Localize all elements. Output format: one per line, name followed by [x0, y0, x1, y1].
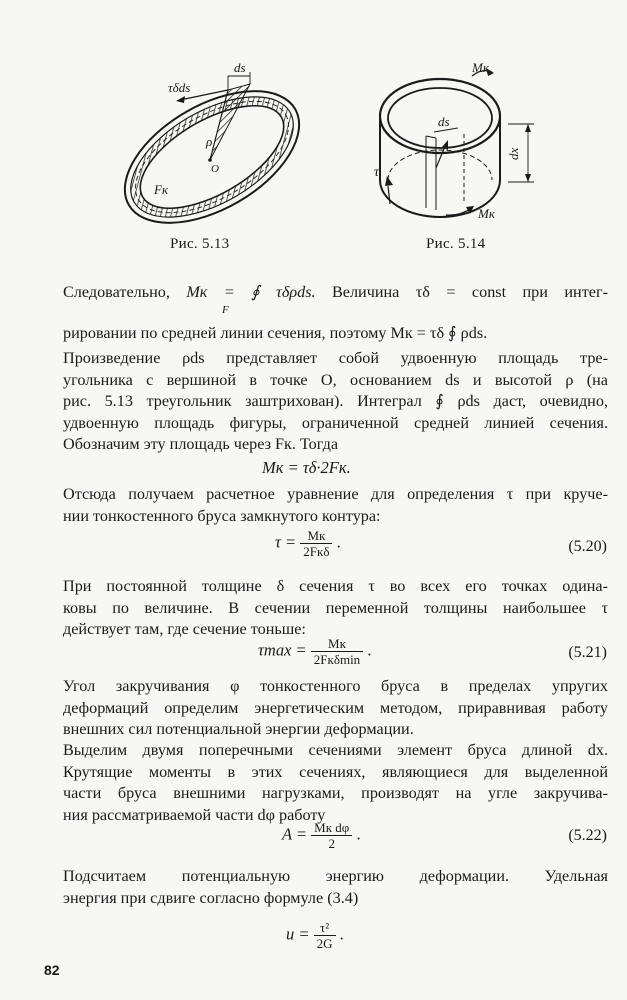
text-line: Крутящие моменты в этих сечениях, являющиеся для выделенной: [63, 762, 608, 781]
text-line: Произведение ρds представляет собой удвоенную площадь тре-: [63, 349, 608, 367]
text-line: угольника с вершиной в точке O, основанием ds и высотой ρ (на: [63, 370, 608, 389]
equation-5-20: τ = $\frac{Mк}{\text{2Fкδ}}$ .: [275, 528, 341, 559]
label-rho: ρ: [206, 134, 213, 149]
equation-5-21: τmax = $\frac{Mк}{\text{2Fкδmin}}$ .: [258, 636, 372, 667]
text-line: ковы по величине. В сечении переменной толщины наибольшее τ: [63, 598, 608, 617]
paragraph-4: [63, 576, 608, 641]
label-mk-top: Mк: [472, 60, 489, 75]
text-line: деформаций определим энергетическим методом, приравнивая работу: [63, 698, 608, 717]
page-number: 82: [44, 962, 60, 978]
integral-subscript-f: F: [222, 304, 229, 316]
text-line: Отсюда получаем расчетное уравнение для определения τ при круче-: [63, 485, 608, 503]
text-line: нии тонкостенного бруса замкнутого контура:: [63, 506, 381, 525]
label-ds: ds: [438, 114, 450, 129]
label-tau-delta-ds: τδds: [168, 80, 191, 95]
text-line: части бруса внешними нагрузками, производят на угле закручива-: [63, 784, 608, 803]
label-o: O: [211, 163, 219, 175]
caption-5-13: Рис. 5.13: [170, 236, 230, 252]
text-line: Угол закручивания φ тонкостенного бруса в пределах упругих: [63, 677, 608, 695]
text-line: Следовательно, Mк = ∮ τδρds. Величина τδ = const при интег-: [63, 283, 608, 301]
text-line: внешних сил потенциальной энергии деформации.: [63, 720, 414, 739]
label-mk-bottom: Mк: [478, 206, 495, 221]
equation-mk: Mк = τδ·2Fк.: [262, 458, 351, 477]
text-line: Обозначим эту площадь через Fк. Тогда: [63, 435, 339, 454]
paragraph-3: [63, 484, 608, 527]
paragraph-1-cont: [63, 323, 608, 345]
equation-number-5-22: (5.22): [568, 827, 607, 844]
text-line: При постоянной толщине δ сечения τ во всех его точках одина-: [63, 577, 608, 595]
paragraph-7: [63, 866, 608, 909]
equation-number-5-20: (5.20): [568, 538, 607, 555]
figure-5-14: [368, 58, 548, 233]
paragraph-5: [63, 676, 608, 741]
equation-5-22: A = $\frac{\text{Mк dφ}}{2}$ .: [282, 820, 361, 851]
figure-5-13: [110, 62, 315, 232]
label-ds: ds: [234, 62, 246, 75]
label-fk: Fк: [154, 182, 169, 197]
paragraph-1: [63, 282, 608, 304]
text-line: ния рассматриваемой части dφ работу: [63, 805, 326, 824]
text-line: Выделим двумя поперечными сечениями элемент бруса длиной dx.: [63, 741, 608, 759]
paragraph-6: [63, 740, 608, 826]
text-line: рировании по средней линии сечения, поэтому Mк = τδ ∮ ρds.: [63, 324, 488, 342]
label-tau: τ: [374, 165, 380, 180]
equation-number-5-21: (5.21): [568, 644, 607, 661]
equation-u: u = $\frac{\text{τ²}}{2G}$ .: [286, 920, 344, 951]
text-line: Подсчитаем потенциальную энергию деформации. Удельная: [63, 867, 608, 885]
caption-5-14: Рис. 5.14: [426, 236, 486, 252]
text-line: энергия при сдвиге согласно формуле (3.4): [63, 888, 359, 907]
label-dx: dx: [506, 147, 521, 160]
paragraph-2: [63, 348, 608, 456]
text-line: рис. 5.13 треугольник заштрихован). Интеграл ∮ ρds даст, очевидно,: [63, 392, 608, 411]
text-line: действует там, где сечение тоньше:: [63, 620, 306, 639]
text-line: удвоенную площадь фигуры, ограниченной средней линией сечения.: [63, 413, 608, 432]
